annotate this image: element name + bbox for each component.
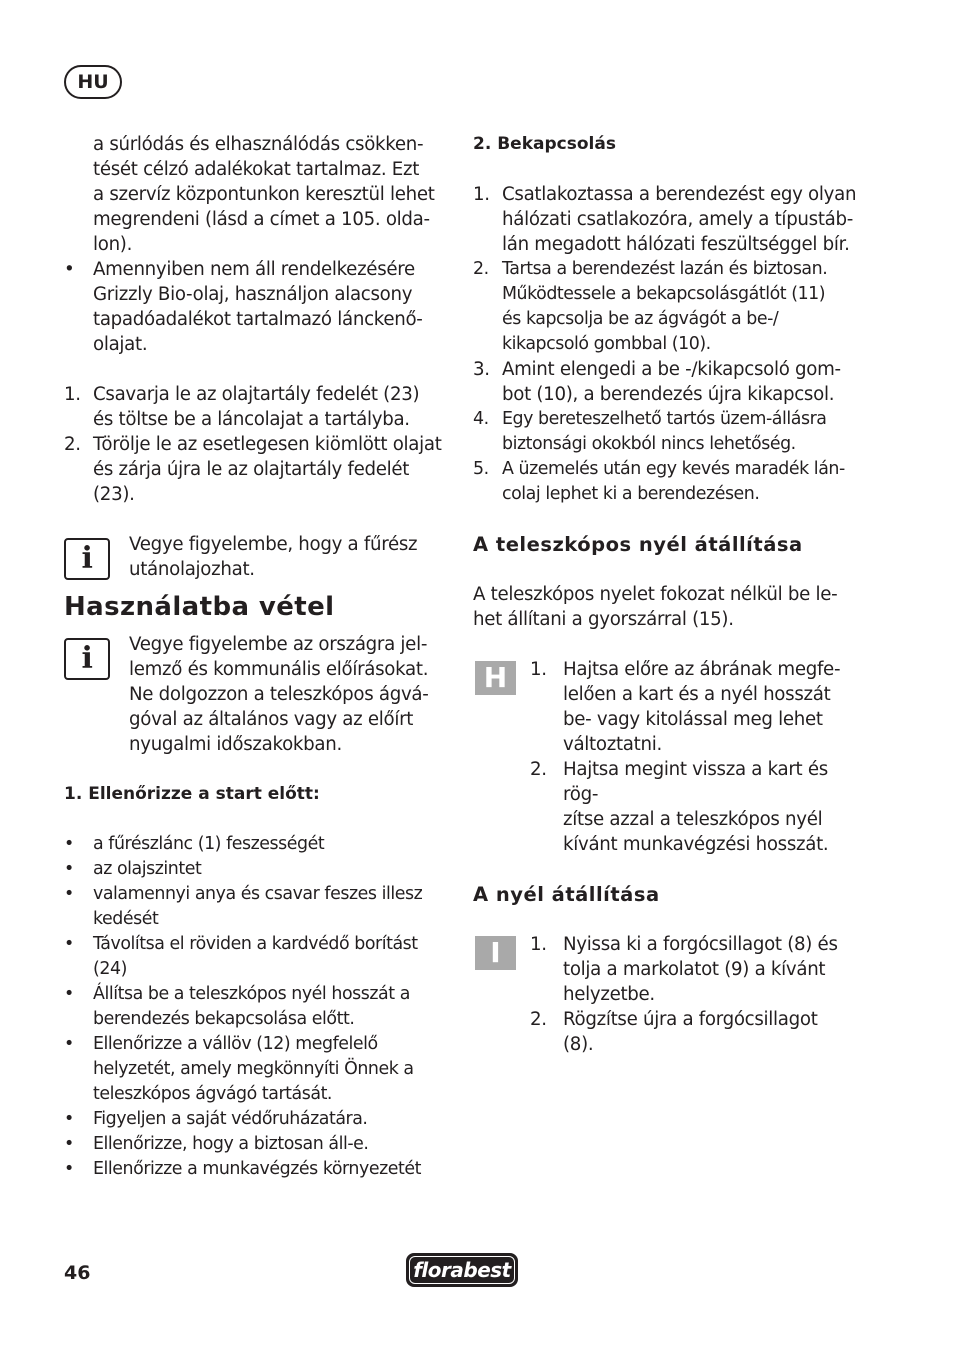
oil-steps-list [64, 382, 444, 507]
list-item: • Ellenőrizze a munkavégzés környezetét [64, 1159, 421, 1179]
language-badge: HU [64, 65, 122, 99]
subheading: 1. Ellenőrizze a start előtt: [64, 784, 320, 804]
brand-logo: florabest [406, 1253, 518, 1287]
list-item: • valamennyi anya és csavar feszes illesz kedését [64, 884, 423, 929]
list-item: • Ellenőrizze a vállöv (12) megfelelő helyzetét, amely megkönnyíti Önnek a teleszkópos ágvágó tartását. [64, 1034, 414, 1104]
figure-marker-h: H [475, 661, 516, 695]
list-item: 2. Tartsa a berendezést lazán és biztosan. Működtessele a bekapcsolásgátlót (11) és kapcsolja be az ágvágót a be-/ kikapcsoló gombbal (10). [473, 259, 828, 354]
list-item: 1. Csatlakoztassa a berendezést egy olyan hálózati csatlakozóra, amely a típustáb- lán megadott hálózati feszültséggel bír. [473, 184, 857, 255]
page-number: 46 [64, 1262, 91, 1284]
list-item: • Ellenőrizze, hogy a biztosan áll-e. [64, 1134, 369, 1154]
section-heading: A nyél átállítása [473, 883, 660, 906]
info-icon: i [64, 538, 110, 580]
list-item: 1. Hajtsa előre az ábrának megfe- lelően a kart és a nyél hosszát be- vagy kitolással meg lehet változtatni. [530, 659, 841, 755]
section-heading: Használatba vétel [64, 592, 335, 622]
info-note: i Vegye figyelembe az országra jel- lemző és kommunális előírásokat. Ne dolgozzon a teleszkópos ágvá- góval az általános vagy az előírt nyugalmi időszakokban. [64, 632, 444, 757]
figure-h-steps [473, 657, 863, 857]
list-item: 3. Amint elengedi a be -/kikapcsoló gom- bot (10), a berendezés újra kikapcsol. [473, 359, 841, 405]
list-item: • Állítsa be a teleszkópos nyél hosszát a berendezés bekapcsolása előtt. [64, 984, 410, 1029]
checklist [64, 832, 444, 1182]
paragraph: A teleszkópos nyelet fokozat nélkül be le- het állítani a gyorszárral (15). [473, 584, 838, 630]
list-item: 2. Rögzítse újra a forgócsillagot (8). [530, 1009, 818, 1055]
list-item: • Amennyiben nem áll rendelkezésére Grizzly Bio-olaj, használjon alacsony tapadóadalékot tartalmazó lánckenő- olajat. [64, 259, 423, 355]
figure-marker-i: I [475, 936, 516, 970]
list-item: 1. Csavarja le az olajtartály fedelét (23) és töltse be a láncolajat a tartályba. [64, 384, 420, 430]
list-item: • az olajszintet [64, 859, 202, 879]
info-icon: i [64, 638, 110, 680]
list-item: 1. Nyissa ki a forgócsillagot (8) és tolja a markolatot (9) a kívánt helyzetbe. [530, 934, 838, 1005]
power-steps-list [473, 182, 863, 507]
right-column [473, 132, 863, 1057]
list-item: 5. A üzemelés után egy kevés maradék lán- colaj lephet ki a berendezésen. [473, 459, 845, 504]
bullet-mark: • [64, 259, 75, 280]
list-item: • a fűrészlánc (1) feszességét [64, 834, 325, 854]
continued-paragraph: a súrlódás és elhasználódás csökken- tését célzó adalékokat tartalmaz. Ezt a szervíz központunkon keresztül lehet megrendeni (lásd a címet a 105. olda- lon). [93, 134, 435, 255]
left-column [64, 132, 444, 1182]
list-item: 2. Törölje le az esetlegesen kiömlött olajat és zárja újra le az olajtartály fedelét (23). [64, 434, 442, 505]
section-heading: A teleszkópos nyél átállítása [473, 533, 803, 556]
info-note: i Vegye figyelembe, hogy a fűrész utánolajozhat. [64, 532, 444, 582]
list-item: • Távolítsa el röviden a kardvédő borítást (24) [64, 934, 418, 979]
list-item: • Figyeljen a saját védőruházatára. [64, 1109, 368, 1129]
subheading: 2. Bekapcsolás [473, 134, 616, 154]
figure-i-steps [473, 932, 863, 1057]
list-item: 4. Egy bereteszelhető tartós üzem-állásra biztonsági okokból nincs lehetőség. [473, 409, 827, 454]
list-item: 2. Hajtsa megint vissza a kart és rög- zítse azzal a teleszkópos nyél kívánt munkavégzési hosszát. [530, 759, 829, 855]
